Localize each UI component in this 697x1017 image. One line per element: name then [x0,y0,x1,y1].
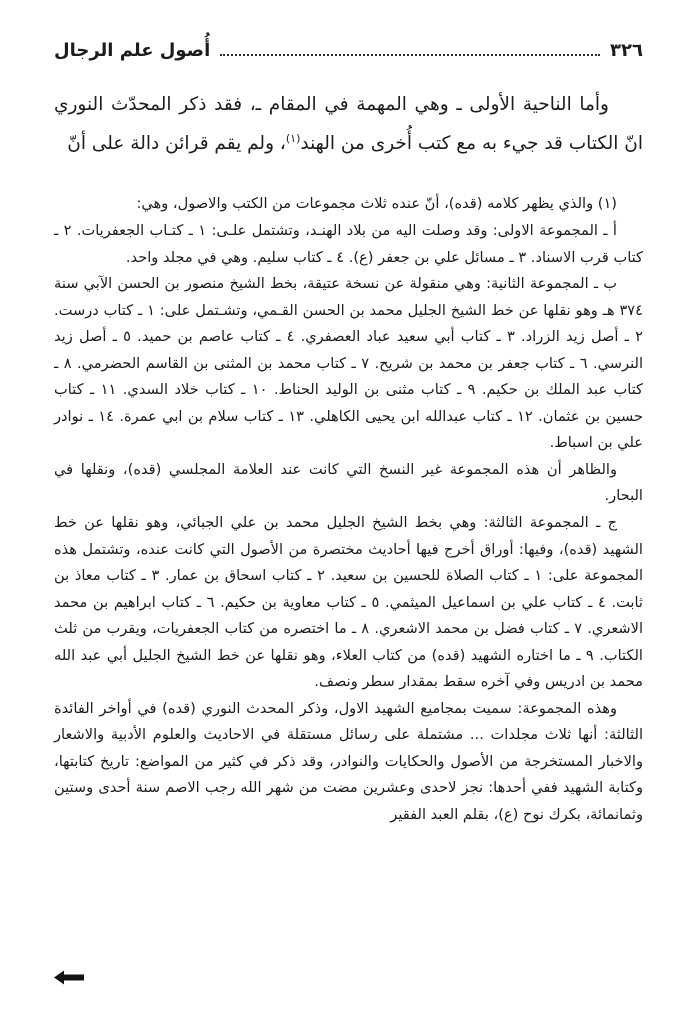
footnote-paragraph: ج ـ المجموعة الثالثة: وهي بخط الشيخ الجليل محمد بن علي الجبائي، وهو نقلها عن خط الشهيد (قده)، وفيها: أوراق أخرج فيها أحاديث مختصرة من الأصول التي كانت عنده، وتشتمل هذه المجموعة على: ١ ـ كتاب الصلاة للحسين بن سعيد. ٢ ـ كتاب اسحاق بن عمار. ٣ ـ كتاب معاذ بن ثابت. ٤ ـ كتاب علي بن اسماعيل الميثمي. ٥ ـ كتاب معاوية بن حكيم. ٦ ـ كتاب ابراهيم بن محمد الاشعري. ٧ ـ كتاب فضل بن محمد الاشعري. ٨ ـ ما اختصره من كتاب الجعفريات، ويقرب من ثلث الكتاب. ٩ ـ ما اختاره الشهيد (قده) من كتاب العلاء، وهو نقلها عن خط الشيخ الجليل أبي عبد الله محمد بن ادريس وفي آخره سقط بمقدار سطر ونصف. [54,514,644,691]
page-number: ٣٢٦ [610,40,643,61]
footnote-section [54,191,643,828]
dotted-leader [220,53,600,56]
main-text-block [54,85,643,163]
page-header-title: أُصول علم الرجال [54,40,211,61]
main-paragraph [54,85,643,163]
footnote-paragraph: وهذه المجموعة: سميت بمجاميع الشهيد الاول، وذكر المحدث النوري (قده) في أواخر الفائدة الثالثة: أنها ثلاث مجلدات ... مشتملة على رسائل مستقلة في الاحاديث والعلوم الأدبية والاشعار والاخبار المستخرجة من الأصول والحكايات والنوادر، وقد ذكر في كثير من المواضع: تاريخ كتابتها، وكتابة الشهيد ففي أحدها: نجز لاحدى وعشرين مضت من شهر الله رجب الاصم سنة أحدى وستين وثمانمائة، بكرك نوح (ع)، بقلم العبد الفقير [54,699,643,824]
footnote-paragraph: والظاهر أن هذه المجموعة غير النسخ التي كانت عند العلامة المجلسي (قده)، ونقلها في البحار. [54,460,643,505]
footnote-paragraph: (١) والذي يظهر كلامه (قده)، أنّ عنده ثلاث مجموعات من الكتب والاصول، وهي: [136,195,617,213]
main-paragraph-text-continued: ، ولم يقم قرائن دالة على أنّ [67,133,286,155]
page-header [54,40,643,61]
footnote-paragraph: ب ـ المجموعة الثانية: وهي منقولة عن نسخة عتيقة، بخط الشيخ منصور بن الحسن الآبي سنة ٣٧٤ هـ وهو نقلها عن خط الشيخ الجليل محمد بن الحسن القـمي، وتشـتمل على: ١ ـ كتاب درست. ٢ ـ أصل زيد الزراد. ٣ ـ كتاب أبي سعيد عباد العصفري. ٤ ـ كتاب عاصم بن حميد. ٥ ـ أصل زيد النرسي. ٦ ـ كتاب جعفر بن محمد بن شريح. ٧ ـ كتاب محمد بن المثنى بن القاسم الحضرمي. ٨ ـ كتاب عبد الملك بن حكيم. ٩ ـ كتاب مثنى بن الوليد الحناط. ١٠ ـ كتاب خلاد السدي. ١١ ـ كتاب حسين بن عثمان. ١٢ ـ كتاب عبدالله ابن يحيى الكاهلي. ١٣ ـ كتاب سلام بن ابي عمرة. ١٤ ـ نوادر علي بن اسباط. [54,275,644,452]
left-arrow-icon [54,970,84,985]
footnote-reference-marker: (١) [285,132,301,146]
main-paragraph-text: وأما الناحية الأولى ـ وهي المهمة في المقام ـ، فقد ذكر المحدّث النوري انّ الكتاب قد جيء به مع كتب أُخرى من الهند [54,94,643,155]
footnote-paragraph: أ ـ المجموعة الاولى: وقد وصلت اليه من بلاد الهنـد، وتشتمل علـى: ١ ـ كتـاب الجعفريات. ٢ ـ كتاب قرب الاسناد. ٣ ـ مسائل علي بن جعفر (ع). ٤ ـ كتاب سليم. وهي في مجلد واحد. [54,221,643,266]
